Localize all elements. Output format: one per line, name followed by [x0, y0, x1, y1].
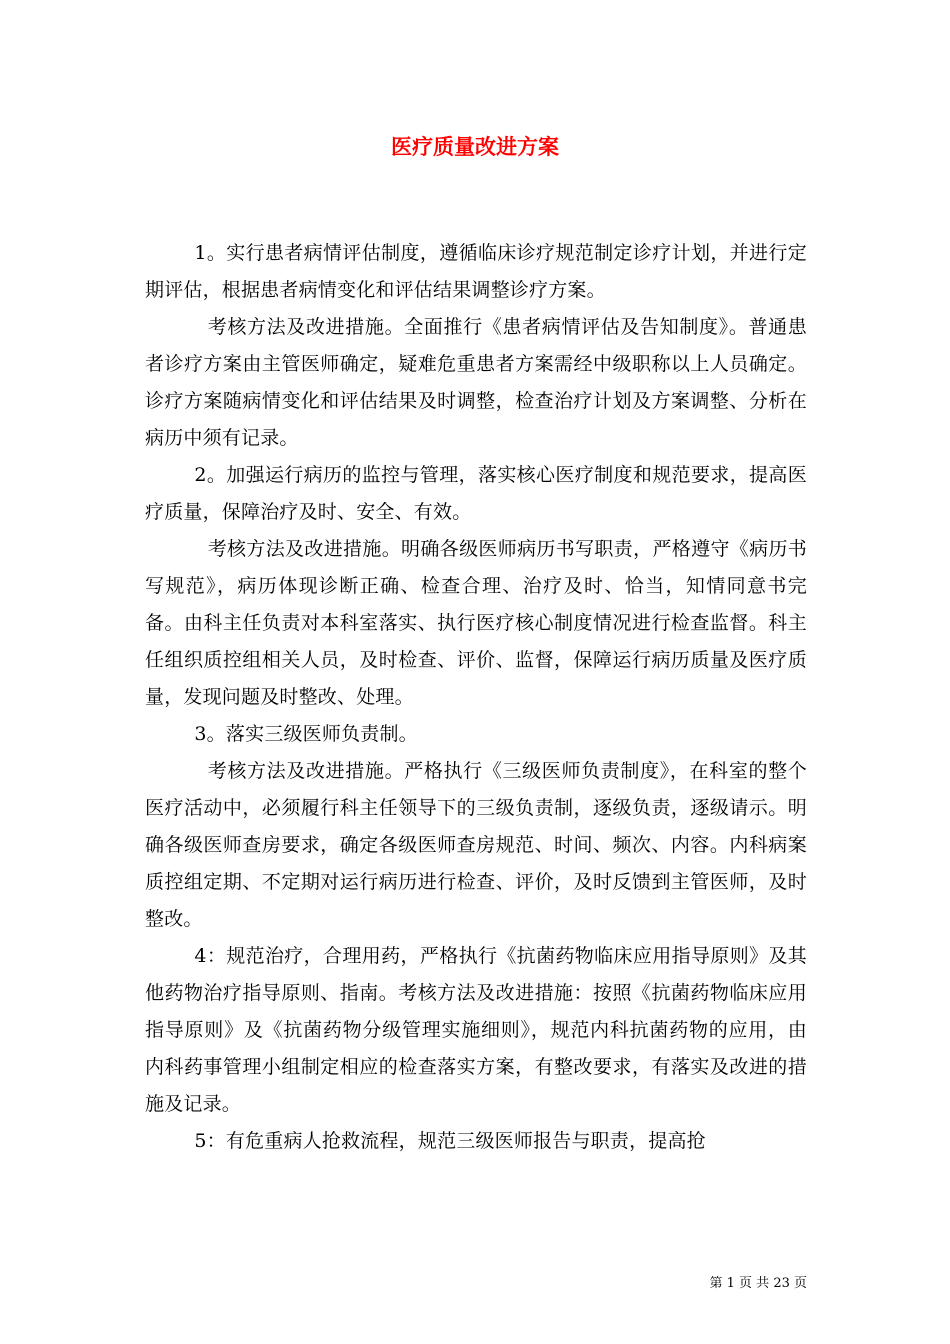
paragraph-2: 考核方法及改进措施。全面推行《患者病情评估及告知制度》。普通患者诊疗方案由主管医师确定，疑难危重患者方案需经中级职称以上人员确定。诊疗方案随病情变化和评估结果及时调整，检查治疗计划及方案调整、分析在病历中须有记录。	[145, 316, 807, 449]
paragraph-7: 4：规范治疗，合理用药，严格执行《抗菌药物临床应用指导原则》及其他药物治疗指导原则、指南。考核方法及改进措施：按照《抗菌药物临床应用指导原则》及《抗菌药物分级管理实施细则》，规范内科抗菌药物的应用，由内科药事管理小组制定相应的检查落实方案，有整改要求，有落实及改进的措施及记录。	[145, 945, 807, 1115]
paragraph-8: 5：有危重病人抢救流程，规范三级医师报告与职责，提高抢	[194, 1130, 706, 1152]
paragraph-6: 考核方法及改进措施。严格执行《三级医师负责制度》，在科室的整个医疗活动中，必须履行科主任领导下的三级负责制，逐级负责，逐级请示。明确各级医师查房要求，确定各级医师查房规范、时间、频次、内容。内科病案质控组定期、不定期对运行病历进行检查、评价，及时反馈到主管医师，及时整改。	[145, 760, 807, 930]
paragraph-1: 1。实行患者病情评估制度，遵循临床诊疗规范制定诊疗计划，并进行定期评估，根据患者病情变化和评估结果调整诊疗方案。	[145, 242, 807, 301]
document-body	[145, 235, 807, 1160]
paragraph-5: 3。落实三级医师负责制。	[194, 723, 418, 745]
page-number-footer: 第 1 页 共 23 页	[709, 1276, 807, 1291]
paragraph-3: 2。加强运行病历的监控与管理，落实核心医疗制度和规范要求，提高医疗质量，保障治疗及时、安全、有效。	[145, 464, 807, 523]
document-title: 医疗质量改进方案	[391, 134, 559, 159]
paragraph-4: 考核方法及改进措施。明确各级医师病历书写职责，严格遵守《病历书写规范》，病历体现诊断正确、检查合理、治疗及时、恰当，知情同意书完备。由科主任负责对本科室落实、执行医疗核心制度情况进行检查监督。科主任组织质控组相关人员，及时检查、评价、监督，保障运行病历质量及医疗质量，发现问题及时整改、处理。	[145, 538, 807, 708]
